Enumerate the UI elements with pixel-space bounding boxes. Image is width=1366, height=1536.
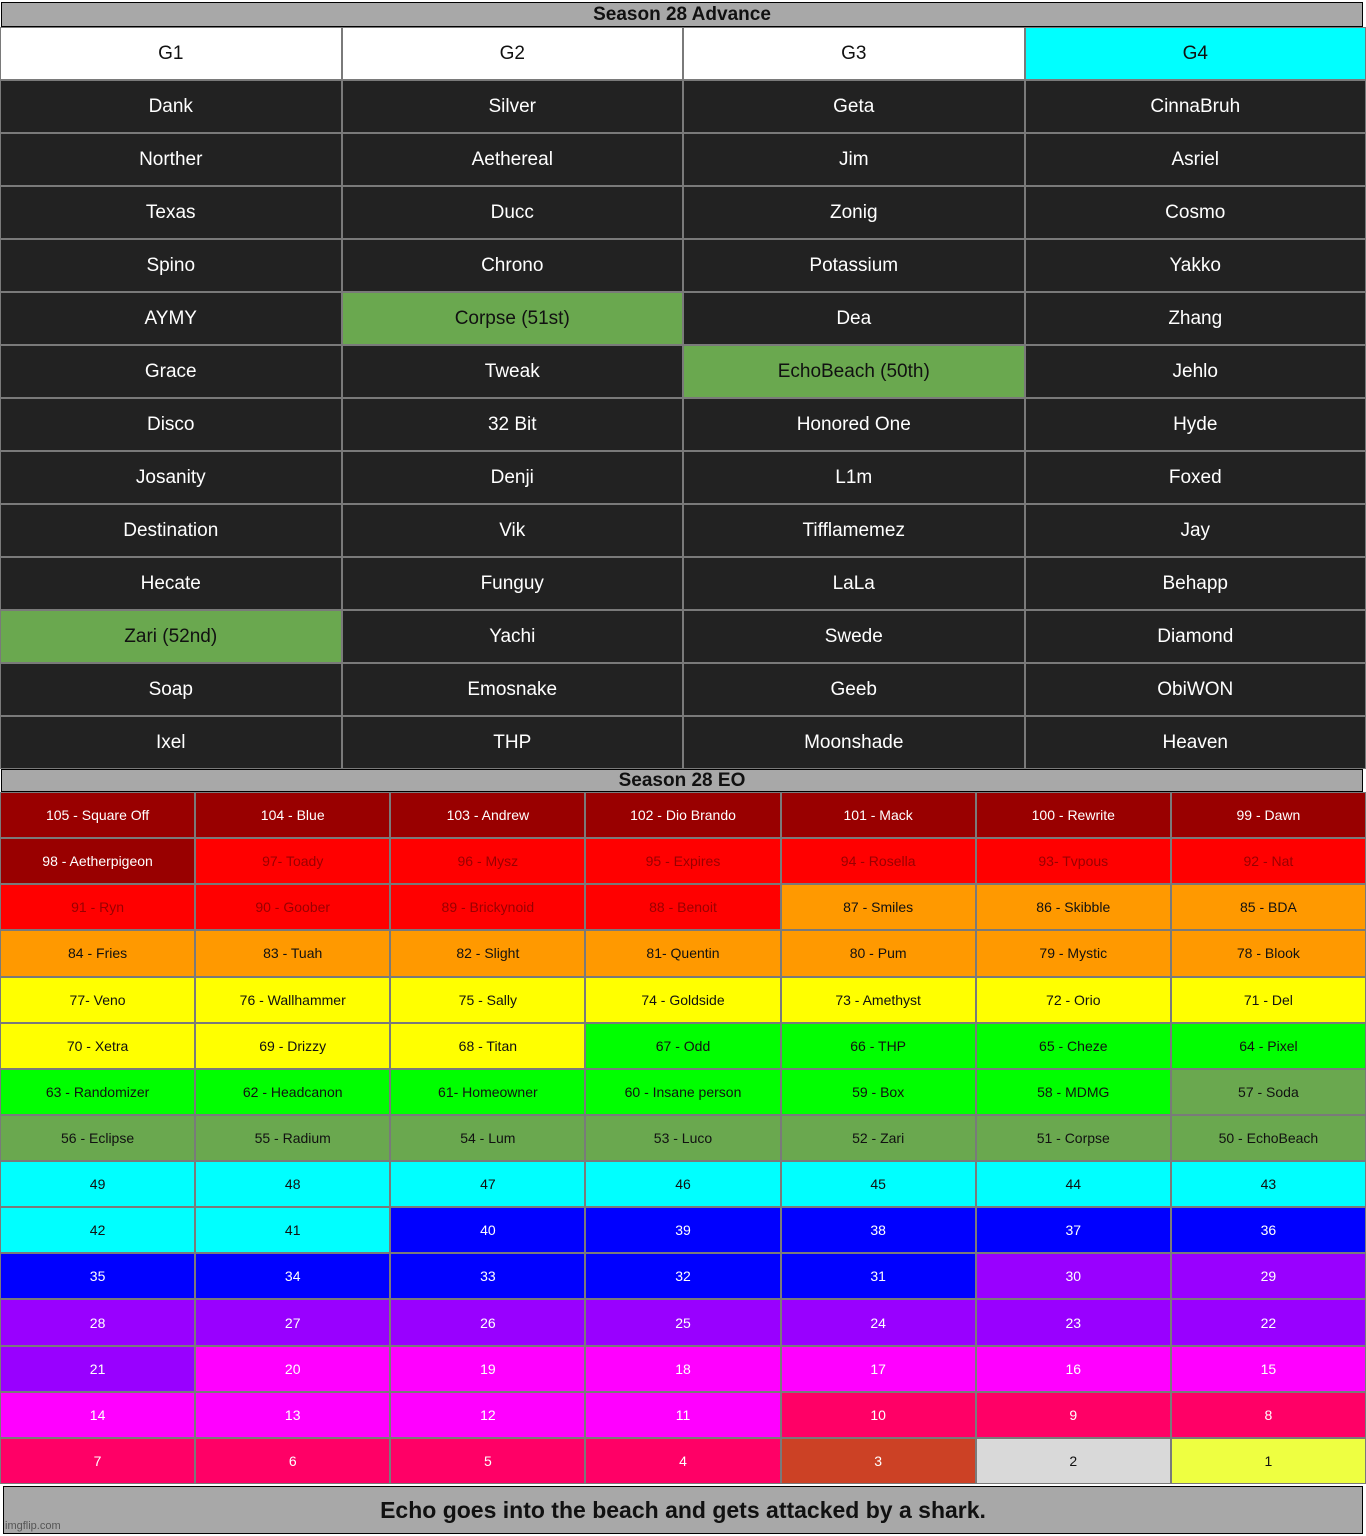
placement-cell: 72 - Orio	[976, 977, 1171, 1023]
contestant-cell: EchoBeach (50th)	[683, 345, 1025, 398]
contestant-cell: Zari (52nd)	[0, 610, 342, 663]
contestant-cell: Denji	[342, 451, 684, 504]
contestant-cell: LaLa	[683, 557, 1025, 610]
placement-cell: 101 - Mack	[781, 792, 976, 838]
contestant-cell: L1m	[683, 451, 1025, 504]
group-header-3: G3	[683, 27, 1025, 80]
placement-cell: 102 - Dio Brando	[585, 792, 780, 838]
placement-cell: 9	[976, 1392, 1171, 1438]
placement-cell: 12	[390, 1392, 585, 1438]
placement-cell: 5	[390, 1438, 585, 1484]
eo-title: Season 28 EO	[1, 769, 1363, 792]
placement-cell: 66 - THP	[781, 1023, 976, 1069]
placement-cell: 92 - Nat	[1171, 838, 1366, 884]
placement-cell: 16	[976, 1346, 1171, 1392]
placement-cell: 39	[585, 1207, 780, 1253]
contestant-cell: Swede	[683, 610, 1025, 663]
placement-cell: 85 - BDA	[1171, 884, 1366, 930]
placement-cell: 30	[976, 1253, 1171, 1299]
contestant-cell: Ixel	[0, 716, 342, 769]
placement-cell: 100 - Rewrite	[976, 792, 1171, 838]
contestant-cell: Grace	[0, 345, 342, 398]
eo-table	[0, 792, 1366, 1484]
placement-cell: 69 - Drizzy	[195, 1023, 390, 1069]
contestant-cell: Josanity	[0, 451, 342, 504]
placement-cell: 22	[1171, 1299, 1366, 1345]
contestant-cell: Soap	[0, 663, 342, 716]
placement-cell: 45	[781, 1161, 976, 1207]
placement-cell: 40	[390, 1207, 585, 1253]
contestant-cell: Norther	[0, 133, 342, 186]
contestant-cell: Jim	[683, 133, 1025, 186]
placement-cell: 104 - Blue	[195, 792, 390, 838]
contestant-cell: Vik	[342, 504, 684, 557]
contestant-cell: Aethereal	[342, 133, 684, 186]
contestant-cell: Yakko	[1025, 239, 1366, 292]
placement-cell: 7	[0, 1438, 195, 1484]
contestant-cell: Zonig	[683, 186, 1025, 239]
placement-cell: 35	[0, 1253, 195, 1299]
placement-cell: 99 - Dawn	[1171, 792, 1366, 838]
placement-cell: 86 - Skibble	[976, 884, 1171, 930]
placement-cell: 90 - Goober	[195, 884, 390, 930]
placement-cell: 57 - Soda	[1171, 1069, 1366, 1115]
contestant-cell: Geeb	[683, 663, 1025, 716]
contestant-cell: Tifflamemez	[683, 504, 1025, 557]
group-header-2: G2	[342, 27, 684, 80]
placement-cell: 44	[976, 1161, 1171, 1207]
placement-cell: 62 - Headcanon	[195, 1069, 390, 1115]
contestant-cell: Hyde	[1025, 398, 1366, 451]
placement-cell: 48	[195, 1161, 390, 1207]
placement-cell: 55 - Radium	[195, 1115, 390, 1161]
placement-cell: 96 - Mysz	[390, 838, 585, 884]
placement-cell: 76 - Wallhammer	[195, 977, 390, 1023]
contestant-cell: Silver	[342, 80, 684, 133]
placement-cell: 20	[195, 1346, 390, 1392]
group-header-4: G4	[1025, 27, 1366, 80]
placement-cell: 94 - Rosella	[781, 838, 976, 884]
contestant-cell: Heaven	[1025, 716, 1366, 769]
contestant-cell: Honored One	[683, 398, 1025, 451]
placement-cell: 32	[585, 1253, 780, 1299]
placement-cell: 33	[390, 1253, 585, 1299]
placement-cell: 67 - Odd	[585, 1023, 780, 1069]
contestant-cell: Emosnake	[342, 663, 684, 716]
contestant-cell: Potassium	[683, 239, 1025, 292]
placement-cell: 105 - Square Off	[0, 792, 195, 838]
placement-cell: 24	[781, 1299, 976, 1345]
placement-cell: 87 - Smiles	[781, 884, 976, 930]
contestant-cell: Destination	[0, 504, 342, 557]
placement-cell: 14	[0, 1392, 195, 1438]
placement-cell: 93- Tvpous	[976, 838, 1171, 884]
placement-cell: 26	[390, 1299, 585, 1345]
contestant-cell: Funguy	[342, 557, 684, 610]
contestant-cell: Spino	[0, 239, 342, 292]
contestant-cell: Hecate	[0, 557, 342, 610]
contestant-cell: Texas	[0, 186, 342, 239]
placement-cell: 50 - EchoBeach	[1171, 1115, 1366, 1161]
contestant-cell: Dea	[683, 292, 1025, 345]
placement-cell: 52 - Zari	[781, 1115, 976, 1161]
placement-cell: 25	[585, 1299, 780, 1345]
placement-cell: 36	[1171, 1207, 1366, 1253]
contestant-cell: Asriel	[1025, 133, 1366, 186]
placement-cell: 73 - Amethyst	[781, 977, 976, 1023]
placement-cell: 23	[976, 1299, 1171, 1345]
contestant-cell: Ducc	[342, 186, 684, 239]
placement-cell: 56 - Eclipse	[0, 1115, 195, 1161]
contestant-cell: Tweak	[342, 345, 684, 398]
placement-cell: 41	[195, 1207, 390, 1253]
contestant-cell: Moonshade	[683, 716, 1025, 769]
placement-cell: 103 - Andrew	[390, 792, 585, 838]
placement-cell: 77- Veno	[0, 977, 195, 1023]
contestant-cell: Behapp	[1025, 557, 1366, 610]
placement-cell: 64 - Pixel	[1171, 1023, 1366, 1069]
contestant-cell: Geta	[683, 80, 1025, 133]
placement-cell: 54 - Lum	[390, 1115, 585, 1161]
placement-cell: 18	[585, 1346, 780, 1392]
contestant-cell: THP	[342, 716, 684, 769]
placement-cell: 31	[781, 1253, 976, 1299]
placement-cell: 82 - Slight	[390, 930, 585, 976]
placement-cell: 34	[195, 1253, 390, 1299]
placement-cell: 2	[976, 1438, 1171, 1484]
placement-cell: 21	[0, 1346, 195, 1392]
placement-cell: 15	[1171, 1346, 1366, 1392]
caption: Echo goes into the beach and gets attacked by a shark.	[3, 1486, 1363, 1534]
placement-cell: 46	[585, 1161, 780, 1207]
contestant-cell: Corpse (51st)	[342, 292, 684, 345]
placement-cell: 63 - Randomizer	[0, 1069, 195, 1115]
placement-cell: 27	[195, 1299, 390, 1345]
placement-cell: 79 - Mystic	[976, 930, 1171, 976]
placement-cell: 6	[195, 1438, 390, 1484]
placement-cell: 43	[1171, 1161, 1366, 1207]
placement-cell: 61- Homeowner	[390, 1069, 585, 1115]
contestant-cell: Jay	[1025, 504, 1366, 557]
placement-cell: 1	[1171, 1438, 1366, 1484]
placement-cell: 83 - Tuah	[195, 930, 390, 976]
placement-cell: 37	[976, 1207, 1171, 1253]
placement-cell: 74 - Goldside	[585, 977, 780, 1023]
contestant-cell: Foxed	[1025, 451, 1366, 504]
placement-cell: 81- Quentin	[585, 930, 780, 976]
contestant-cell: Yachi	[342, 610, 684, 663]
advance-table	[0, 27, 1366, 769]
placement-cell: 28	[0, 1299, 195, 1345]
placement-cell: 84 - Fries	[0, 930, 195, 976]
contestant-cell: Zhang	[1025, 292, 1366, 345]
watermark: imgflip.com	[5, 1520, 61, 1532]
placement-cell: 19	[390, 1346, 585, 1392]
contestant-cell: Chrono	[342, 239, 684, 292]
placement-cell: 95 - Expires	[585, 838, 780, 884]
contestant-cell: Jehlo	[1025, 345, 1366, 398]
placement-cell: 65 - Cheze	[976, 1023, 1171, 1069]
placement-cell: 38	[781, 1207, 976, 1253]
placement-cell: 98 - Aetherpigeon	[0, 838, 195, 884]
placement-cell: 70 - Xetra	[0, 1023, 195, 1069]
contestant-cell: ObiWON	[1025, 663, 1366, 716]
contestant-cell: 32 Bit	[342, 398, 684, 451]
placement-cell: 53 - Luco	[585, 1115, 780, 1161]
placement-cell: 13	[195, 1392, 390, 1438]
advance-title: Season 28 Advance	[1, 2, 1363, 27]
placement-cell: 60 - Insane person	[585, 1069, 780, 1115]
placement-cell: 97- Toady	[195, 838, 390, 884]
placement-cell: 4	[585, 1438, 780, 1484]
placement-cell: 71 - Del	[1171, 977, 1366, 1023]
placement-cell: 80 - Pum	[781, 930, 976, 976]
placement-cell: 10	[781, 1392, 976, 1438]
contestant-cell: Dank	[0, 80, 342, 133]
placement-cell: 11	[585, 1392, 780, 1438]
contestant-cell: AYMY	[0, 292, 342, 345]
placement-cell: 75 - Sally	[390, 977, 585, 1023]
placement-cell: 51 - Corpse	[976, 1115, 1171, 1161]
placement-cell: 47	[390, 1161, 585, 1207]
contestant-cell: CinnaBruh	[1025, 80, 1366, 133]
contestant-cell: Diamond	[1025, 610, 1366, 663]
placement-cell: 59 - Box	[781, 1069, 976, 1115]
placement-cell: 49	[0, 1161, 195, 1207]
placement-cell: 42	[0, 1207, 195, 1253]
contestant-cell: Cosmo	[1025, 186, 1366, 239]
contestant-cell: Disco	[0, 398, 342, 451]
placement-cell: 8	[1171, 1392, 1366, 1438]
placement-cell: 68 - Titan	[390, 1023, 585, 1069]
placement-cell: 3	[781, 1438, 976, 1484]
placement-cell: 89 - Brickynoid	[390, 884, 585, 930]
placement-cell: 91 - Ryn	[0, 884, 195, 930]
placement-cell: 58 - MDMG	[976, 1069, 1171, 1115]
placement-cell: 17	[781, 1346, 976, 1392]
placement-cell: 88 - Benoit	[585, 884, 780, 930]
group-header-1: G1	[0, 27, 342, 80]
placement-cell: 78 - Blook	[1171, 930, 1366, 976]
placement-cell: 29	[1171, 1253, 1366, 1299]
